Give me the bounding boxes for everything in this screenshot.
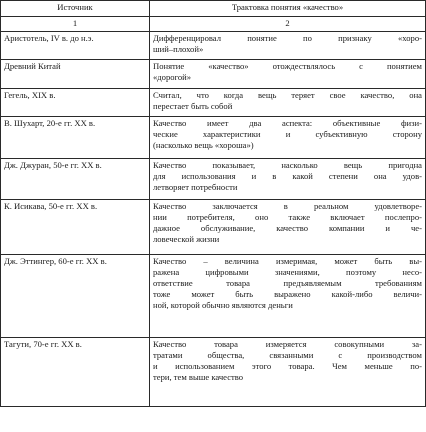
interpretation-line: и использованием этого товара. Чем меньше по-: [153, 361, 422, 371]
interpretation-line: ловеческой жизни: [153, 234, 220, 244]
column-number-1: 1: [1, 17, 150, 32]
table-row: [1, 159, 426, 200]
row-interpretation: [150, 117, 426, 159]
interpretation-line: летворяет потребности: [153, 182, 238, 192]
interpretation-line: тери, тем выше качество: [153, 372, 244, 382]
row-interpretation: [150, 200, 426, 255]
table-row: [1, 338, 426, 407]
column-number-2: 2: [150, 17, 426, 32]
interpretation-line: тоже может быть выражено какой-либо величи-: [153, 289, 422, 299]
row-source: Тагути, 70-е гг. XX в.: [1, 338, 150, 407]
interpretation-line: Качество товара измеряется совокупными за-: [153, 339, 422, 349]
interpretation-line: ражена цифровыми значениями, поэтому несо-: [153, 267, 422, 277]
header-interpretation: Трактовка понятия «качество»: [150, 1, 426, 17]
interpretation-line: (насколько вещь «хороша»): [153, 140, 254, 150]
row-source: Гегель, XIX в.: [1, 89, 150, 117]
row-interpretation: [150, 32, 426, 60]
table-row: [1, 117, 426, 159]
table-row: [1, 89, 426, 117]
interpretation-line: тратами общества, связанными с производством: [153, 350, 422, 360]
interpretation-line: ший–плохой»: [153, 44, 204, 54]
interpretation-line: Качество заключается в реальном удовлетворе-: [153, 201, 422, 211]
row-source: Аристотель, IV в. до н.э.: [1, 32, 150, 60]
table-body: [1, 32, 426, 407]
interpretation-line: Качество имеет два аспекта: объективные физи-: [153, 118, 422, 128]
row-interpretation: [150, 89, 426, 117]
interpretation-line: Качество показывает, насколько вещь пригодна: [153, 160, 422, 170]
row-source: В. Шухарт, 20-е гг. XX в.: [1, 117, 150, 159]
row-interpretation: [150, 255, 426, 338]
row-source: Дж. Джуран, 50-е гг. XX в.: [1, 159, 150, 200]
header-row: [1, 1, 426, 17]
table-row: [1, 32, 426, 60]
interpretation-line: Считал, что когда вещь теряет свое качество, она: [153, 90, 422, 100]
interpretation-line: «дорогой»: [153, 72, 192, 82]
interpretation-line: перестает быть собой: [153, 101, 233, 111]
header-source: Источник: [1, 1, 150, 17]
interpretation-line: Качество – величина измеримая, может быть вы-: [153, 256, 422, 266]
row-interpretation: [150, 159, 426, 200]
interpretation-line: Понятие «качество» отождествлялось с понятием: [153, 61, 422, 71]
row-source: К. Исикава, 50-е гг. XX в.: [1, 200, 150, 255]
row-source: Древний Китай: [1, 60, 150, 89]
interpretation-line: Дифференцировал понятие по признаку «хоро-: [153, 33, 422, 43]
interpretation-line: ческие характеристики и субъективную сторону: [153, 129, 422, 139]
row-interpretation: [150, 60, 426, 89]
column-number-row: [1, 17, 426, 32]
interpretation-line: дажное обслуживание, качество компании и че-: [153, 223, 422, 233]
table-row: [1, 200, 426, 255]
table-row: [1, 60, 426, 89]
row-interpretation: [150, 338, 426, 407]
interpretation-line: нии потребителя, оно также включает послепро-: [153, 212, 422, 222]
table-row: [1, 255, 426, 338]
interpretation-line: ной, которой обычно являются деньги: [153, 300, 293, 310]
interpretation-line: для использования и в какой степени она удов-: [153, 171, 422, 181]
interpretation-line: ответствие товара предъявляемым требованиям: [153, 278, 422, 288]
row-source: Дж. Эттингер, 60-е гг. XX в.: [1, 255, 150, 338]
